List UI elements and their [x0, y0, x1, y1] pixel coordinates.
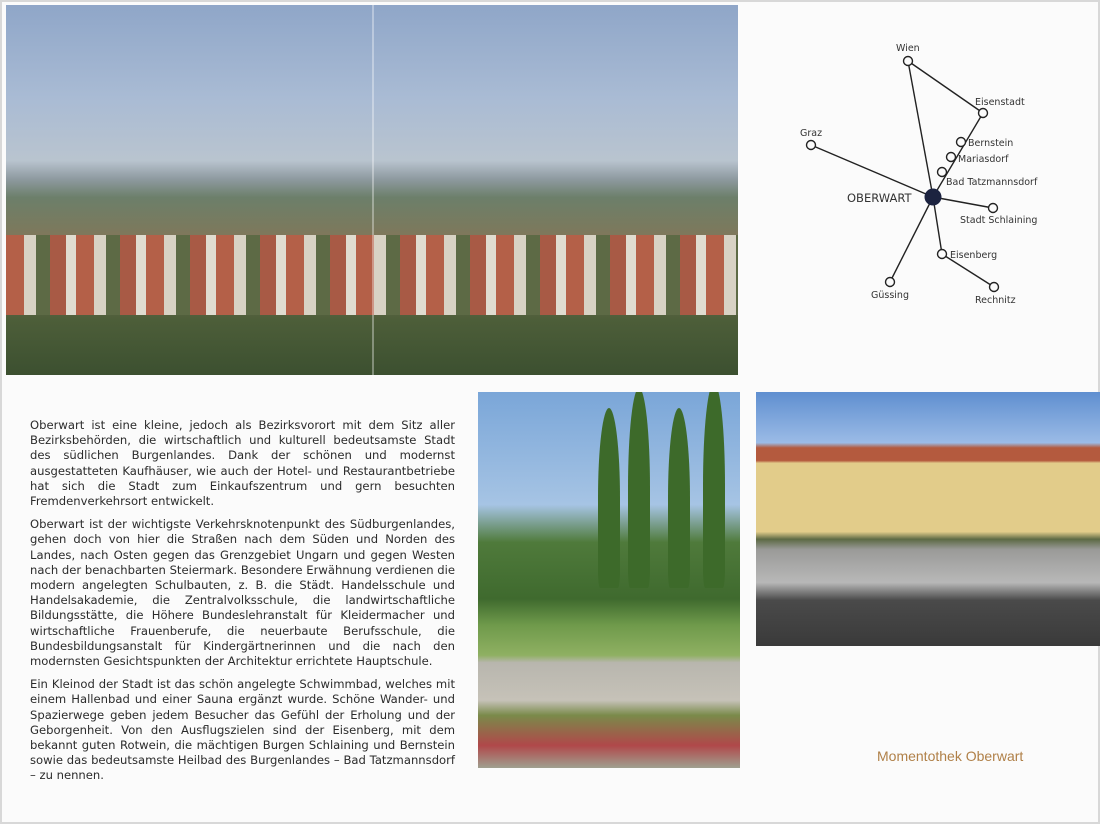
- label-graz: Graz: [800, 128, 823, 139]
- node-stadt-schlaining: [989, 204, 998, 213]
- label-bernstein: Bernstein: [968, 138, 1014, 149]
- node-oberwart: [925, 189, 942, 206]
- node-guessing: [886, 278, 895, 287]
- node-wien: [904, 57, 913, 66]
- label-rechnitz: Rechnitz: [975, 295, 1016, 306]
- label-eisenstadt: Eisenstadt: [975, 97, 1025, 108]
- node-mariasdorf: [947, 153, 956, 162]
- label-bad-tatzmannsdorf: Bad Tatzmannsdorf: [946, 177, 1038, 188]
- node-graz: [807, 141, 816, 150]
- label-oberwart: OBERWART: [847, 191, 912, 205]
- node-eisenberg: [938, 250, 947, 259]
- paragraph: Oberwart ist der wichtigste Verkehrsknotenpunkt des Südburgenlandes, gehen doch von hier die Straßen nach dem Süden und Norden des Landes, nach Osten gegen das Grenzgebiet Ungarn und gegen Westen nach der benachbarten Steiermark. Besondere Erwähnung verdienen die modern angelegten Schulbauten, z. B. die Städt. Handelsschule und Handelsakademie, die Zentralvolksschule, die landwirtschaftliche Bildungsstätte, die Höhere Bundeslehranstalt für Kleidermacher und wirtschaftliche Frauenberufe, die neuerbaute Berufsschule, die Bundesbildungsanstalt für Kindergärtnerinnen und die nach den modernsten Gesichtspunkten der Architektur errichtete Hauptschule.: [30, 517, 455, 669]
- node-rechnitz: [990, 283, 999, 292]
- label-stadt-schlaining: Stadt Schlaining: [960, 215, 1038, 226]
- node-bernstein: [957, 138, 966, 147]
- town-panorama-photo: [6, 5, 738, 375]
- node-bad-tatzmannsdorf: [938, 168, 947, 177]
- park-photo: [478, 392, 740, 768]
- node-eisenstadt: [979, 109, 988, 118]
- paragraph: Oberwart ist eine kleine, jedoch als Bezirksvorort mit dem Sitz aller Bezirksbehörden, die wirtschaftlich und kulturell bedeutsamste Stadt des südlichen Burgenlandes. Dank der schönen und modernst ausgestatteten Kaufhäuser, wie auch der Hotel- und Restaurantbetriebe hat sich die Stadt zum Einkaufszentrum und gern besuchten Fremdenverkehrsort entwickelt.: [30, 418, 455, 509]
- label-eisenberg: Eisenberg: [950, 250, 998, 261]
- road-map: [760, 20, 1080, 320]
- label-guessing: Güssing: [871, 290, 909, 301]
- body-text: [30, 418, 455, 792]
- town-hall-photo: [756, 392, 1100, 646]
- label-mariasdorf: Mariasdorf: [958, 154, 1009, 165]
- label-wien: Wien: [896, 43, 920, 54]
- paragraph: Ein Kleinod der Stadt ist das schön angelegte Schwimmbad, welches mit einem Hallenbad und einer Sauna ergänzt wurde. Schöne Wander- und Spazierwege geben jedem Besucher das Gefühl der Erholung und der Geborgenheit. Von den Ausflugszielen sind der Eisenberg, mit dem bekannt guten Rotwein, die mächtigen Burgen Schlaining und Bernstein sowie das bedeutsamste Heilbad des Burgenlandes – Bad Tatzmannsdorf – zu nennen.: [30, 677, 455, 783]
- photo-credit: Momentothek Oberwart: [877, 748, 1024, 764]
